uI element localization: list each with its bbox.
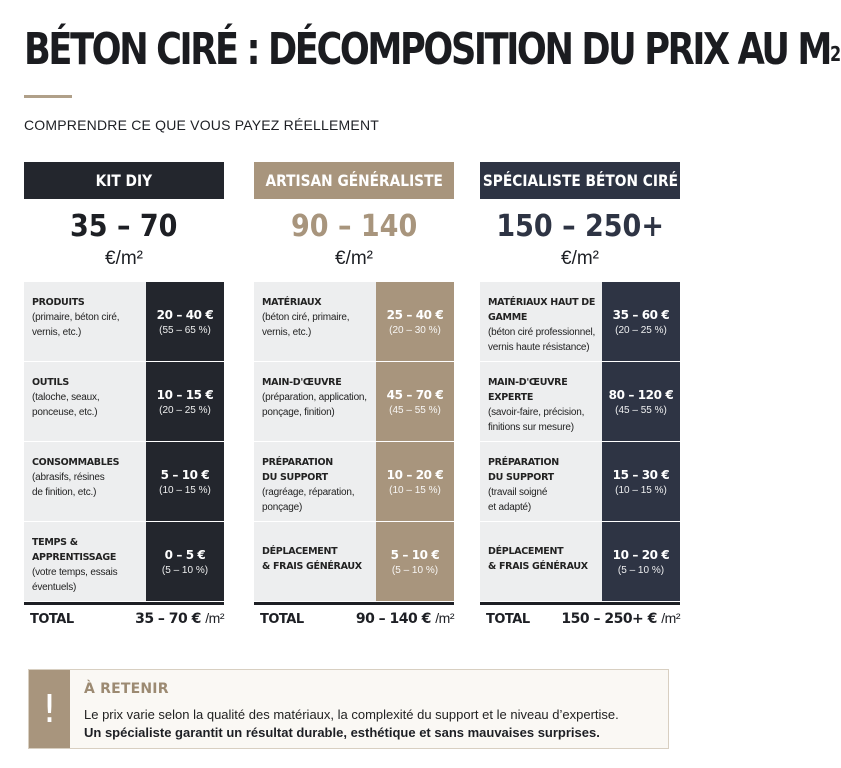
exclamation-icon: ! — [29, 670, 70, 748]
cost-value-cell — [376, 522, 454, 601]
title-underline — [24, 95, 72, 98]
cost-label: MAIN-D'ŒUVRE EXPERTE — [488, 377, 568, 403]
cost-percent: (5 – 10 %) — [391, 564, 439, 576]
column-header-label: KIT DIY — [95, 171, 153, 190]
cost-row — [480, 362, 680, 442]
cost-amount: 10 – 20 € — [612, 547, 670, 562]
cost-amount: 5 – 10 € — [390, 547, 440, 562]
cost-detail: (béton ciré, primaire, — [262, 312, 350, 323]
cost-detail: ponceuse, etc.) — [32, 407, 98, 418]
callout-emphasis: Un spécialiste garantit un résultat durable, esthétique et sans mauvaises surprises. — [84, 725, 600, 740]
total-unit: /m² — [435, 610, 454, 626]
cost-amount: 0 – 5 € — [164, 547, 206, 562]
cost-value-cell — [146, 442, 224, 521]
cost-value-cell — [146, 522, 224, 601]
column-kit-diy — [24, 162, 224, 627]
cost-label: PRÉPARATION — [262, 457, 333, 468]
column-specialiste-beton-cire — [480, 162, 680, 627]
cost-value-cell — [602, 362, 680, 441]
cost-detail: ponçage) — [262, 502, 303, 513]
total-divider — [480, 602, 680, 605]
cost-row — [24, 442, 224, 522]
cost-percent: (55 – 65 %) — [159, 324, 211, 336]
price-range-value: 35 – 70 — [70, 209, 178, 244]
cost-value-cell — [376, 442, 454, 521]
cost-detail: (abrasifs, résines — [32, 472, 105, 483]
total-value — [561, 610, 680, 627]
total-divider — [254, 602, 454, 605]
cost-row — [254, 522, 454, 601]
cost-detail: de finition, etc.) — [32, 487, 97, 498]
cost-label: TEMPS & APPRENTISSAGE — [32, 537, 117, 563]
cost-detail: vernis, etc.) — [32, 327, 82, 338]
price-unit: €/m² — [335, 248, 373, 269]
cost-percent: (10 – 15 %) — [159, 484, 211, 496]
cost-label: DÉPLACEMENT — [262, 546, 338, 557]
cost-detail: vernis, etc.) — [262, 327, 312, 338]
total-label: TOTAL — [30, 612, 74, 627]
cost-label-cell — [24, 442, 146, 521]
price-range-value: 90 – 140 — [290, 209, 418, 244]
cost-label-line2: DU SUPPORT — [262, 472, 328, 483]
total-label: TOTAL — [486, 612, 530, 627]
cost-breakdown — [480, 282, 680, 601]
callout-title: À RETENIR — [84, 681, 169, 697]
cost-percent: (20 – 30 %) — [389, 324, 441, 336]
cost-percent: (10 – 15 %) — [615, 484, 667, 496]
cost-percent: (20 – 25 %) — [159, 404, 211, 416]
cost-detail: (ragréage, réparation, — [262, 487, 355, 498]
cost-detail: vernis haute résistance) — [488, 342, 590, 353]
page-subtitle: COMPRENDRE CE QUE VOUS PAYEZ RÉELLEMENT — [24, 117, 380, 133]
price-range — [24, 209, 224, 245]
cost-value-cell — [376, 282, 454, 361]
total-unit: /m² — [205, 610, 224, 626]
total-row — [30, 610, 224, 627]
cost-label-cell — [480, 282, 602, 361]
column-header-label: ARTISAN GÉNÉRALISTE — [265, 171, 443, 190]
cost-row — [24, 522, 224, 601]
cost-row — [24, 282, 224, 362]
cost-value-cell — [146, 362, 224, 441]
cost-detail: ponçage, finition) — [262, 407, 335, 418]
cost-detail: éventuels) — [32, 582, 77, 593]
cost-label-cell — [24, 362, 146, 441]
cost-label: PRÉPARATION — [488, 457, 559, 468]
cost-percent: (20 – 25 %) — [615, 324, 667, 336]
cost-percent: (10 – 15 %) — [389, 484, 441, 496]
cost-value-cell — [602, 522, 680, 601]
cost-percent: (45 – 55 %) — [389, 404, 441, 416]
cost-amount: 80 – 120 € — [608, 387, 674, 402]
column-header — [480, 162, 680, 199]
cost-detail: (préparation, application, — [262, 392, 367, 403]
cost-detail: finitions sur mesure) — [488, 422, 574, 433]
cost-row — [480, 522, 680, 601]
price-range-value: 150 – 250+ — [496, 209, 664, 244]
cost-row — [24, 362, 224, 442]
total-row — [486, 610, 680, 627]
price-range — [254, 209, 454, 245]
total-amount: 35 – 70 € — [135, 611, 201, 627]
callout-text: Le prix varie selon la qualité des matériaux, la complexité du support et le niveau d’expertise. — [84, 707, 619, 722]
cost-percent: (5 – 10 %) — [617, 564, 665, 576]
cost-amount: 10 – 20 € — [386, 467, 444, 482]
cost-label: CONSOMMABLES — [32, 457, 120, 468]
cost-label-line2: & FRAIS GÉNÉRAUX — [488, 561, 588, 572]
column-header-label: SPÉCIALISTE BÉTON CIRÉ — [482, 171, 678, 190]
cost-row — [254, 362, 454, 442]
cost-label-cell — [480, 362, 602, 441]
cost-label: OUTILS — [32, 377, 69, 388]
total-amount: 90 – 140 € — [355, 611, 431, 627]
total-row — [260, 610, 454, 627]
total-amount: 150 – 250+ € — [561, 611, 657, 627]
cost-label: MATÉRIAUX HAUT DE GAMME — [488, 297, 596, 323]
cost-label: DÉPLACEMENT — [488, 546, 564, 557]
cost-value-cell — [602, 282, 680, 361]
cost-row — [480, 282, 680, 362]
cost-label-cell — [480, 522, 602, 601]
total-label: TOTAL — [260, 612, 304, 627]
cost-label-cell — [24, 522, 146, 601]
cost-label-cell — [254, 522, 376, 601]
page-title — [24, 18, 841, 82]
total-value — [356, 610, 454, 627]
cost-detail: (savoir-faire, précision, — [488, 407, 585, 418]
cost-label-cell — [254, 442, 376, 521]
cost-row — [480, 442, 680, 522]
column-header — [24, 162, 224, 199]
cost-detail: et adapté) — [488, 502, 532, 513]
cost-amount: 5 – 10 € — [160, 467, 210, 482]
cost-row — [254, 282, 454, 362]
cost-percent: (45 – 55 %) — [615, 404, 667, 416]
cost-detail: (taloche, seaux, — [32, 392, 100, 403]
cost-amount: 45 – 70 € — [386, 387, 444, 402]
cost-amount: 10 – 15 € — [156, 387, 214, 402]
total-unit: /m² — [661, 610, 680, 626]
cost-label-line2: & FRAIS GÉNÉRAUX — [262, 561, 362, 572]
cost-label-cell — [480, 442, 602, 521]
cost-percent: (5 – 10 %) — [161, 564, 209, 576]
cost-detail: (primaire, béton ciré, — [32, 312, 120, 323]
price-unit: €/m² — [561, 248, 599, 269]
cost-label: PRODUITS — [32, 297, 85, 308]
cost-label-cell — [254, 282, 376, 361]
cost-breakdown — [24, 282, 224, 601]
column-artisan-generaliste — [254, 162, 454, 627]
cost-detail: (béton ciré professionnel, — [488, 327, 596, 338]
cost-row — [254, 442, 454, 522]
cost-label: MAIN-D'ŒUVRE — [262, 377, 342, 388]
cost-label-cell — [24, 282, 146, 361]
cost-label: MATÉRIAUX — [262, 297, 322, 308]
cost-amount: 15 – 30 € — [612, 467, 670, 482]
cost-value-cell — [376, 362, 454, 441]
retenir-callout — [28, 669, 669, 749]
cost-amount: 25 – 40 € — [386, 307, 444, 322]
cost-breakdown — [254, 282, 454, 601]
price-unit: €/m² — [105, 248, 143, 269]
total-divider — [24, 602, 224, 605]
cost-value-cell — [602, 442, 680, 521]
cost-amount: 35 – 60 € — [612, 307, 670, 322]
cost-label-cell — [254, 362, 376, 441]
cost-detail: (travail soigné — [488, 487, 548, 498]
cost-value-cell — [146, 282, 224, 361]
price-range — [480, 209, 680, 245]
title-superscript: 2 — [830, 42, 841, 66]
column-header — [254, 162, 454, 199]
cost-label-line2: DU SUPPORT — [488, 472, 554, 483]
page-title-text: BÉTON CIRÉ : DÉCOMPOSITION DU PRIX AU M — [24, 24, 831, 75]
cost-detail: (votre temps, essais — [32, 567, 118, 578]
total-value — [135, 610, 224, 627]
cost-amount: 20 – 40 € — [156, 307, 214, 322]
